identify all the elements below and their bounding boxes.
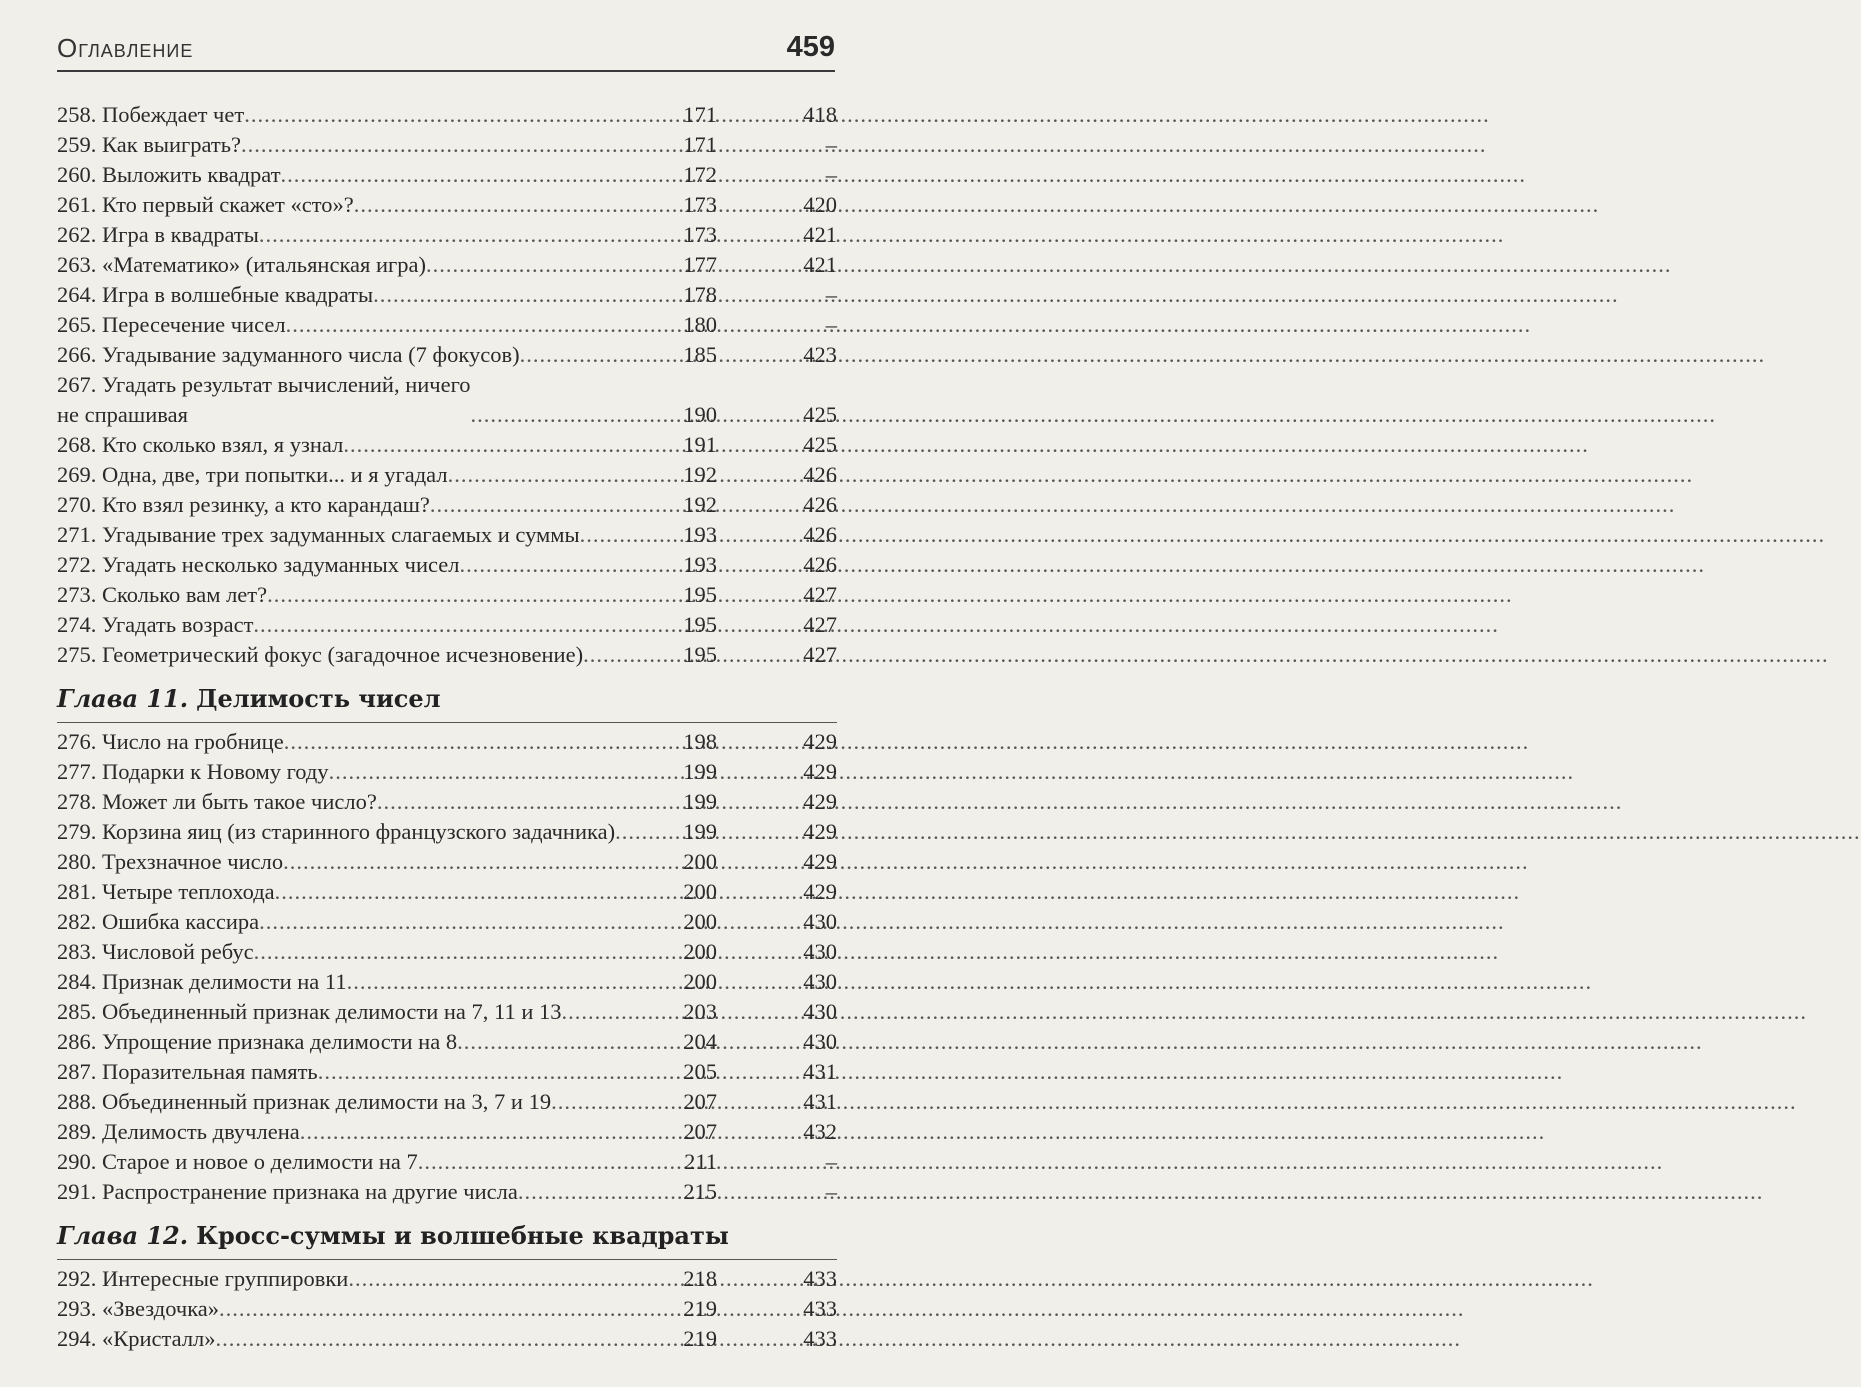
answer-page: 430 — [803, 999, 837, 1024]
problem-page: 177 — [683, 252, 717, 277]
problem-page: 200 — [683, 909, 717, 934]
dot-leader — [275, 877, 679, 907]
answer-page: 429 — [803, 729, 837, 754]
entry-title: 265. Пересечение чисел — [57, 312, 286, 337]
page-number: 459 — [786, 31, 835, 63]
dot-leader — [318, 1057, 679, 1087]
entry-title: 274. Угадать возраст — [57, 612, 254, 637]
entry-title: 289. Делимость двучлена — [57, 1119, 300, 1144]
answer-page: 423 — [803, 342, 837, 367]
problem-page: 207 — [683, 1089, 717, 1114]
dot-leader — [244, 100, 679, 130]
dot-leader — [348, 1264, 679, 1294]
dot-leader — [259, 220, 679, 250]
dot-leader — [518, 1177, 679, 1207]
dot-leader — [551, 1087, 679, 1117]
answer-page: 427 — [803, 612, 837, 637]
problem-page: 195 — [683, 582, 717, 607]
problem-page: 200 — [683, 969, 717, 994]
problem-page: 190 — [683, 402, 717, 427]
toc-entry — [57, 460, 837, 490]
answer-page: 432 — [803, 1119, 837, 1144]
toc-entry — [57, 1087, 837, 1117]
chapter-title: Кросс-суммы и волшебные квадраты — [196, 1220, 729, 1250]
dot-leader — [347, 967, 679, 997]
dot-leader — [448, 460, 679, 490]
dot-leader — [520, 340, 679, 370]
toc-entry — [57, 757, 837, 787]
toc-entry — [57, 847, 837, 877]
toc-entry — [57, 580, 837, 610]
toc-entry — [57, 1177, 837, 1207]
answer-page: 429 — [803, 849, 837, 874]
entry-title: 290. Старое и новое о делимости на 7 — [57, 1149, 418, 1174]
entry-title: 275. Геометрический фокус (загадочное исчезновение) — [57, 642, 584, 667]
answer-page: – — [825, 1149, 837, 1174]
toc-entry — [57, 817, 837, 847]
entry-title: 288. Объединенный признак делимости на 3, 7 и 19 — [57, 1089, 552, 1114]
answer-page: 429 — [803, 819, 837, 844]
answer-page: 429 — [803, 879, 837, 904]
running-title: Оглавление — [57, 33, 194, 63]
answer-page: – — [825, 132, 837, 157]
problem-page: 178 — [683, 282, 717, 307]
entry-title: 263. «Математико» (итальянская игра) — [57, 252, 426, 277]
dot-leader — [216, 1324, 679, 1354]
answer-page: 427 — [803, 582, 837, 607]
toc-entry — [57, 220, 837, 250]
entry-title: 259. Как выиграть? — [57, 132, 241, 157]
toc-entry — [57, 967, 837, 997]
toc-entry — [57, 370, 837, 430]
problem-page: 173 — [683, 192, 717, 217]
dot-leader — [284, 727, 679, 757]
entry-title: 276. Число на гробнице — [57, 729, 284, 754]
entry-title: 267. Угадать результат вычислений, ничего — [57, 372, 471, 397]
dot-leader — [580, 520, 679, 550]
problem-page: 200 — [683, 939, 717, 964]
dot-leader — [615, 817, 679, 847]
toc-entry — [57, 727, 837, 757]
problem-page: 198 — [683, 729, 717, 754]
entry-title: 260. Выложить квадрат — [57, 162, 281, 187]
answer-page: 429 — [803, 759, 837, 784]
dot-leader — [300, 1117, 679, 1147]
entry-title: 286. Упрощение признака делимости на 8 — [57, 1029, 458, 1054]
dot-leader — [430, 490, 679, 520]
dot-leader — [426, 250, 679, 280]
problem-page: 205 — [683, 1059, 717, 1084]
toc-entry — [57, 490, 837, 520]
entry-title: 294. «Кристалл» — [57, 1326, 216, 1351]
dot-leader — [562, 997, 680, 1027]
chapter-title: Делимость чисел — [196, 683, 441, 713]
entry-title: 258. Побеждает чет — [57, 102, 245, 127]
toc-entry — [57, 550, 837, 580]
answer-page: 427 — [803, 642, 837, 667]
problem-page: 199 — [683, 759, 717, 784]
problem-page: 211 — [684, 1149, 717, 1174]
problem-page: 180 — [683, 312, 717, 337]
entry-title: 262. Игра в квадраты — [57, 222, 259, 247]
entry-title: 285. Объединенный признак делимости на 7, 11 и 13 — [57, 999, 562, 1024]
problem-page: 203 — [683, 999, 717, 1024]
entry-title: 280. Трехзначное число — [57, 849, 284, 874]
problem-page: 207 — [683, 1119, 717, 1144]
dot-leader — [286, 310, 679, 340]
problem-page: 185 — [683, 342, 717, 367]
problem-page: 200 — [683, 849, 717, 874]
answer-page: 426 — [803, 522, 837, 547]
entry-title: 278. Может ли быть такое число? — [57, 789, 377, 814]
toc-entry — [57, 997, 837, 1027]
problem-page: 171 — [683, 132, 717, 157]
toc-entry — [57, 610, 837, 640]
chapter-label: Глава 11. — [57, 683, 189, 713]
chapter-heading — [57, 1211, 837, 1260]
toc-entry — [57, 160, 837, 190]
table-of-contents — [57, 100, 837, 1354]
answer-page: 418 — [803, 102, 837, 127]
toc-entry — [57, 250, 837, 280]
answer-page: 421 — [803, 222, 837, 247]
chapter-label: Глава 12. — [57, 1220, 189, 1250]
problem-page: 199 — [683, 819, 717, 844]
answer-page: 431 — [803, 1059, 837, 1084]
toc-entry — [57, 280, 837, 310]
dot-leader — [259, 907, 679, 937]
entry-title: 284. Признак делимости на 11 — [57, 969, 347, 994]
dot-leader — [457, 1027, 679, 1057]
entry-title: 264. Игра в волшебные квадраты — [57, 282, 374, 307]
answer-page: 426 — [803, 552, 837, 577]
entry-title: 292. Интересные группировки — [57, 1266, 349, 1291]
dot-leader — [343, 430, 679, 460]
answer-page: – — [825, 1179, 837, 1204]
entry-title: 279. Корзина яиц (из старинного французского задачника) — [57, 819, 616, 844]
entry-title: 287. Поразительная память — [57, 1059, 318, 1084]
toc-entry — [57, 937, 837, 967]
entry-title: 261. Кто первый скажет «сто»? — [57, 192, 354, 217]
answer-page: 433 — [803, 1266, 837, 1291]
dot-leader — [283, 847, 679, 877]
toc-entry — [57, 1057, 837, 1087]
problem-page: 195 — [683, 642, 717, 667]
answer-page: 420 — [803, 192, 837, 217]
entry-title: 266. Угадывание задуманного числа (7 фокусов) — [57, 342, 520, 367]
dot-leader — [373, 280, 679, 310]
dot-leader — [418, 1147, 679, 1177]
problem-page: 215 — [683, 1179, 717, 1204]
problem-page: 219 — [683, 1296, 717, 1321]
toc-entry — [57, 1147, 837, 1177]
problem-page: 200 — [683, 879, 717, 904]
toc-entry — [57, 1294, 837, 1324]
answer-page: – — [825, 162, 837, 187]
answer-page: 425 — [803, 402, 837, 427]
page-header — [57, 30, 835, 72]
entry-title-continued: не спрашивая — [57, 402, 188, 427]
entry-title: 283. Числовой ребус — [57, 939, 254, 964]
dot-leader — [354, 190, 679, 220]
problem-page: 172 — [683, 162, 717, 187]
entry-title: 282. Ошибка кассира — [57, 909, 260, 934]
dot-leader — [254, 937, 679, 967]
problem-page: 171 — [683, 102, 717, 127]
dot-leader — [583, 640, 679, 670]
problem-page: 193 — [683, 522, 717, 547]
answer-page: 433 — [803, 1326, 837, 1351]
problem-page: 204 — [683, 1029, 717, 1054]
entry-title: 269. Одна, две, три попытки... и я угадал — [57, 462, 448, 487]
problem-page: 192 — [683, 462, 717, 487]
toc-entry — [57, 1117, 837, 1147]
toc-entry — [57, 100, 837, 130]
dot-leader — [471, 400, 679, 430]
chapter-heading — [57, 674, 837, 723]
answer-page: 426 — [803, 462, 837, 487]
toc-entry — [57, 340, 837, 370]
problem-page: 173 — [683, 222, 717, 247]
answer-page: 426 — [803, 492, 837, 517]
answer-page: 430 — [803, 1029, 837, 1054]
answer-page: 430 — [803, 969, 837, 994]
dot-leader — [329, 757, 679, 787]
dot-leader — [253, 610, 679, 640]
dot-leader — [219, 1294, 679, 1324]
entry-title: 272. Угадать несколько задуманных чисел — [57, 552, 460, 577]
problem-page: 191 — [683, 432, 717, 457]
problem-page: 219 — [683, 1326, 717, 1351]
answer-page: – — [825, 312, 837, 337]
answer-page: 430 — [803, 939, 837, 964]
entry-title: 270. Кто взял резинку, а кто карандаш? — [57, 492, 430, 517]
dot-leader — [459, 550, 679, 580]
toc-entry — [57, 1264, 837, 1294]
entry-title: 281. Четыре теплохода — [57, 879, 275, 904]
entry-title: 271. Угадывание трех задуманных слагаемых и суммы — [57, 522, 580, 547]
problem-page: 199 — [683, 789, 717, 814]
toc-entry — [57, 190, 837, 220]
toc-entry — [57, 430, 837, 460]
dot-leader — [377, 787, 679, 817]
problem-page: 193 — [683, 552, 717, 577]
toc-entry — [57, 907, 837, 937]
toc-entry — [57, 520, 837, 550]
problem-page: 192 — [683, 492, 717, 517]
entry-title: 291. Распространение признака на другие числа — [57, 1179, 518, 1204]
dot-leader — [241, 130, 679, 160]
entry-title: 277. Подарки к Новому году — [57, 759, 329, 784]
answer-page: 425 — [803, 432, 837, 457]
answer-page: 431 — [803, 1089, 837, 1114]
toc-entry — [57, 877, 837, 907]
toc-entry — [57, 640, 837, 670]
problem-page: 195 — [683, 612, 717, 637]
answer-page: – — [825, 282, 837, 307]
toc-entry — [57, 130, 837, 160]
entry-title: 293. «Звездочка» — [57, 1296, 220, 1321]
answer-page: 429 — [803, 789, 837, 814]
problem-page: 218 — [683, 1266, 717, 1291]
dot-leader — [267, 580, 679, 610]
toc-entry — [57, 787, 837, 817]
dot-leader — [281, 160, 679, 190]
answer-page: 421 — [803, 252, 837, 277]
entry-title: 273. Сколько вам лет? — [57, 582, 268, 607]
answer-page: 433 — [803, 1296, 837, 1321]
entry-title: 268. Кто сколько взял, я узнал — [57, 432, 344, 457]
toc-entry — [57, 310, 837, 340]
toc-entry — [57, 1027, 837, 1057]
toc-entry — [57, 1324, 837, 1354]
answer-page: 430 — [803, 909, 837, 934]
